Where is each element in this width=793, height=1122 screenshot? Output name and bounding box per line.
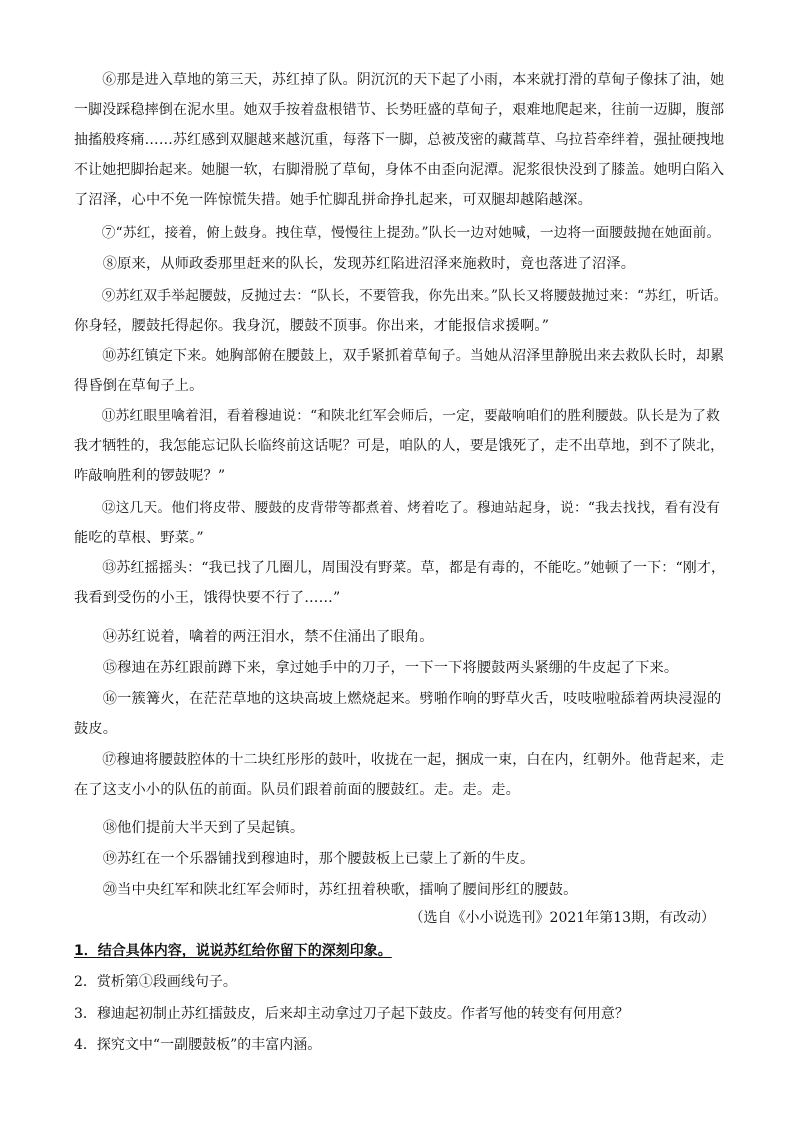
paragraph-line: 抽搐般疼痛……苏红感到双腿越来越沉重，每落下一脚，总被茂密的藏蒿草、乌拉苔牵绊着，强扯硬拽地 [74,132,725,148]
paragraph [74,553,730,613]
paragraph [74,281,730,341]
paragraph [74,401,730,491]
paragraph [74,65,730,215]
paragraph-line: ⑦“苏红，接着，俯上鼓身。拽住草，慢慢往上提劲。”队长一边对她喊，一边将一面腰鼓抛在她面前。 [74,225,721,241]
paragraph-line: 我看到受伤的小王，饿得快要不行了……” [74,590,341,606]
paragraph-line: 得昏倒在草甸子上。 [74,378,204,394]
paragraph-line: 能吃的草根、野菜。” [74,530,204,546]
paragraph-line: ⑱他们提前大半天到了吴起镇。 [74,820,305,836]
paragraph-line: 了沼泽，心中不免一阵惊慌失措。她手忙脚乱拼命挣扎起来，可双腿却越陷越深。 [74,192,592,208]
paragraph [74,249,730,279]
paragraph-line: ⑭苏红说着，噙着的两汪泪水，禁不住涌出了眼角。 [74,629,434,645]
paragraph [74,218,730,248]
paragraph-line: ⑬苏红摇摇头：“我已找了几圈儿，周围没有野菜。草，都是有毒的，不能吃。”她顿了一下：“刚才， [74,560,726,576]
paragraph-line: 我才牺牲的，我怎能忘记队长临终前这话呢？可是，咱队的人，要是饿死了，走不出草地，到不了陕北， [74,438,725,454]
paragraph-line: ⑪苏红眼里噙着泪，看着穆迪说：“和陕北红军会师后，一定，要敲响咱们的胜利腰鼓。队长是为了救 [74,408,721,424]
paragraph [74,813,730,843]
paragraph-line: 不让她把脚抬起来。她腿一软，右脚滑脱了草甸，身体不由歪向泥潭。泥浆很快没到了膝盖。她明白陷入 [74,162,725,178]
paragraph-line: ⑨苏红双手举起腰鼓，反抛过去：“队长，不要管我，你先出来。”队长又将腰鼓抛过来：“苏红，听话。 [74,288,728,304]
paragraph [74,341,730,401]
question-4: 4．探究文中“一副腰鼓板”的丰富内涵。 [74,1037,322,1053]
paragraph-line: 你身轻，腰鼓托得起你。我身沉，腰鼓不顶事。你出来，才能报信求援啊。” [74,318,550,334]
paragraph [74,622,730,652]
paragraph-line: 鼓皮。 [74,721,118,737]
paragraph-line: ⑳当中央红军和陕北红军会师时，苏红扭着秧歌，擂响了腰间彤红的腰鼓。 [74,882,578,898]
source-note: （选自《小小说选刊》2021年第13期，有改动） [409,910,715,926]
paragraph-line: ⑰穆迪将腰鼓腔体的十二块红彤彤的鼓叶，收拢在一起，捆成一束，白在内，红朝外。他背起来，走 [74,752,725,768]
paragraph-line: 一脚没踩稳摔倒在泥水里。她双手按着盘根错节、长势旺盛的草甸子，艰难地爬起来，往前一迈脚，腹部 [74,102,725,118]
paragraph [74,684,730,744]
paragraph-line: ⑮穆迪在苏红跟前蹲下来，拿过她手中的刀子，一下一下将腰鼓两头紧绷的牛皮起了下来。 [74,660,679,676]
paragraph [74,745,730,805]
paragraph-line: 在了这支小小的队伍的前面。队员们跟着前面的腰鼓红。走。走。走。 [74,782,521,798]
question-1: 1．结合具体内容，说说苏红给你留下的深刻印象。 [74,943,392,959]
question-3: 3．穆迪起初制止苏红擂鼓皮，后来却主动拿过刀子起下鼓皮。作者写他的转变有何用意？ [74,1006,629,1022]
paragraph-line: ⑩苏红镇定下来。她胸部俯在腰鼓上，双手紧抓着草甸子。当她从沼泽里静脱出来去救队长时，却累 [74,348,725,364]
paragraph-line: 咋敲响胜利的锣鼓呢？” [74,468,226,484]
paragraph-line: ⑫这几天。他们将皮带、腰鼓的皮背带等都煮着、烤着吃了。穆迪站起身，说：“我去找找，看有没有 [74,500,721,516]
paragraph [74,653,730,683]
paragraph [74,844,730,874]
paragraph-line: ⑲苏红在一个乐器铺找到穆迪时，那个腰鼓板上已蒙上了新的牛皮。 [74,851,535,867]
question-2: 2．赏析第①段画线句子。 [74,974,237,990]
paragraph [74,493,730,553]
paragraph-line: ⑧原来，从师政委那里赶来的队长，发现苏红陷进沼泽来施救时，竟也落进了沼泽。 [74,256,636,272]
paragraph-line: ⑯一簇篝火，在茫茫草地的这块高坡上燃烧起来。劈啪作响的野草火舌，吱吱啦啦舔着两块浸湿的 [74,691,722,707]
paragraph-line: ⑥那是进入草地的第三天，苏红掉了队。阴沉沉的天下起了小雨，本来就打滑的草甸子像抹了油，她 [74,72,725,88]
paragraph [74,875,730,905]
